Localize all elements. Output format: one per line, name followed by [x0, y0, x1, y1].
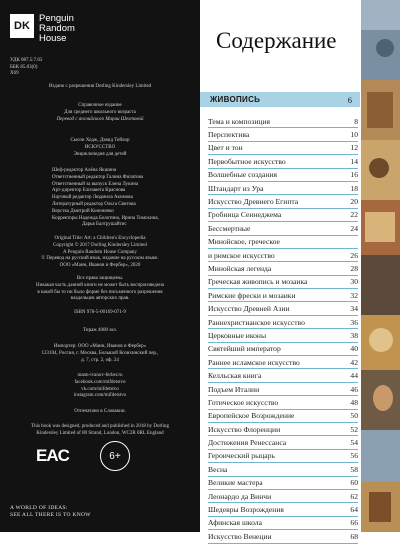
toc-entry-title: и римское искусство — [208, 250, 275, 260]
copyright-info: Original Title: Art: a Children's Encyclopedia Copyright © 2017 Dorling Kindersley Limited A Penguin Random House Company © Перевод на русский язык, издание на русском языке. ООО «Манн, Иванов и Фербер», 2020 — [41, 236, 159, 269]
toc-entry-page: 14 — [350, 156, 358, 166]
toc-entry[interactable] — [208, 517, 358, 530]
toc-entry[interactable] — [208, 262, 358, 275]
section-header[interactable] — [200, 92, 360, 107]
toc-entry-title: Искусство Венеции — [208, 531, 272, 541]
toc-entry-page: 64 — [350, 505, 358, 515]
toc-entry-page: 44 — [350, 371, 358, 381]
page-title: Содержание — [216, 28, 337, 53]
toc-entry-page: 48 — [350, 397, 358, 407]
toc-entry-title: Келльская книга — [208, 371, 262, 381]
toc-entry[interactable] — [208, 530, 358, 543]
toc-entry-title: Шедевры Возрождения — [208, 505, 284, 515]
toc-entry-title: Перспектива — [208, 130, 250, 140]
toc-entry[interactable] — [208, 128, 358, 141]
toc-entry-title: Минойское, греческое — [208, 237, 280, 247]
toc-entry[interactable] — [208, 356, 358, 369]
toc-entry-title: Волшебные создания — [208, 170, 277, 180]
toc-entry[interactable] — [208, 195, 358, 208]
toc-entry[interactable] — [208, 329, 358, 342]
toc-entry-page: 40 — [350, 344, 358, 354]
design-note: This book was designed, produced and published in 2018 by Dorling Kindersley Limited of 80 Strand, London, WC2R 0RL England — [31, 424, 169, 436]
toc-entry[interactable] — [208, 289, 358, 302]
toc-entry[interactable] — [208, 302, 358, 315]
toc-entry-page: 66 — [350, 518, 358, 528]
toc-entry[interactable] — [208, 369, 358, 382]
toc-entry-title: Готическое искусство — [208, 397, 279, 407]
toc-entry-title: Искусство Древней Азии — [208, 304, 290, 314]
toc-entry-page: 50 — [350, 411, 358, 421]
toc-entry[interactable] — [208, 490, 358, 503]
toc-entry-title: Раннее исламское искусство — [208, 357, 300, 367]
toc-entry-title: Штандарт из Ура — [208, 183, 264, 193]
web-link[interactable]: vk.com/mifdetstvo — [81, 386, 119, 392]
toc-entry-title: Леонардо да Винчи — [208, 491, 272, 501]
toc-entry-page: 34 — [350, 304, 358, 314]
web-link[interactable]: instagram.com/mifdetstvo — [73, 393, 127, 399]
toc-entry-page: 60 — [350, 478, 358, 488]
series-info: Справочное издание Для среднего школьного возраста Перевод с английского Марии Шехтовой — [56, 103, 144, 122]
toc-entry[interactable] — [208, 155, 358, 168]
eac-mark-icon: EAC — [36, 446, 69, 465]
toc-entry-page: 58 — [350, 464, 358, 474]
toc-entry-page: 22 — [350, 210, 358, 220]
toc-entry-title: Раннехристианское искусство — [208, 317, 305, 327]
toc-entry[interactable] — [208, 396, 358, 409]
toc-list — [208, 115, 358, 544]
section-name: ЖИВОПИСЬ — [210, 95, 261, 104]
toc-entry-page: 10 — [350, 130, 358, 140]
toc-entry-title: Героический рыцарь — [208, 451, 275, 461]
toc-entry-title: Достижения Ренессанса — [208, 438, 287, 448]
toc-entry-page: 24 — [350, 223, 358, 233]
toc-entry-title: Гробница Сеннеджема — [208, 210, 282, 220]
toc-entry-page: 62 — [350, 491, 358, 501]
toc-entry-page: 56 — [350, 451, 358, 461]
toc-entry-title: Бессмертные — [208, 223, 251, 233]
toc-entry[interactable] — [208, 477, 358, 490]
web-link[interactable]: mann-ivanov-ferber.ru — [77, 373, 123, 378]
toc-entry-page: 38 — [350, 330, 358, 340]
toc-entry-page: 18 — [350, 183, 358, 193]
toc-entry-title: Искусство Древнего Египта — [208, 197, 299, 207]
toc-entry[interactable] — [208, 222, 358, 235]
toc-entry-title: Первобытное искусство — [208, 156, 286, 166]
toc-entry[interactable] — [208, 450, 358, 463]
toc-entry-title: Искусство Флоренции — [208, 424, 281, 434]
toc-entry-page: 12 — [350, 143, 358, 153]
toc-entry-title: Святейший император — [208, 344, 281, 354]
dk-logo-icon: DK — [10, 14, 34, 38]
toc-entry-page: 54 — [350, 438, 358, 448]
toc-entry-title: Афинская школа — [208, 518, 262, 528]
print-run: Тираж 4000 экз. — [82, 328, 117, 333]
credits-list: Шеф-редактор Алёна Якшина Ответственный редактор Галина Филатова Ответственный за выпуск Елена Лукина Арт-директор Елизавета Краснова Научный редактор Людмила Акимова Литературный редактор Ольга Свитова Верстка Дмитрий Кононенко Корректоры Надежда Болотина, Ирина Тимохина, Дарья Балтрушайтис — [52, 168, 159, 228]
printed-note: Отпечатано в Словакии. — [74, 409, 126, 414]
toc-entry[interactable] — [208, 343, 358, 356]
toc-entry[interactable] — [208, 236, 358, 249]
toc-entry-title: Подъем Италии — [208, 384, 260, 394]
udk-codes: УДК 087.5:7.03 ББК 85.03(0) Х69 — [10, 58, 43, 76]
slogan: A WORLD OF IDEAS: SEE ALL THERE IS TO KNOW — [10, 505, 91, 518]
edition-note: Издано с разрешения Dorling Kindersley Limited — [48, 84, 152, 89]
artwork-thumbnails-icon — [361, 0, 400, 532]
toc-entry-page: 28 — [350, 263, 358, 273]
rights-notice: Все права защищены. Никакая часть данной книги не может быть воспроизведена в какой бы то ни было форме без письменного разрешения владельцев авторских прав. — [36, 276, 164, 302]
toc-entry-page: 68 — [350, 531, 358, 541]
isbn: ISBN 978-5-00169-071-9 — [74, 310, 126, 315]
toc-entry[interactable] — [208, 410, 358, 423]
toc-entry-page: 20 — [350, 197, 358, 207]
toc-entry-page: 42 — [350, 357, 358, 367]
toc-entry[interactable] — [208, 142, 358, 155]
importer-address: Импортер: ООО «Манн, Иванов и Фербер» 123104, Россия, г. Москва, Большой Козихинский пер., д. 7, стр. 2, оф. 24 — [41, 344, 159, 363]
toc-entry[interactable] — [208, 276, 358, 289]
section-page: 6 — [347, 94, 352, 105]
toc-entry[interactable] — [208, 503, 358, 516]
toc-entry[interactable] — [208, 249, 358, 262]
toc-entry[interactable] — [208, 436, 358, 449]
toc-entry-page: 32 — [350, 290, 358, 300]
toc-entry-title: Весна — [208, 464, 228, 474]
toc-entry[interactable] — [208, 115, 358, 128]
toc-entry-title: Церковные иконы — [208, 330, 267, 340]
toc-entry-title: Минойская легенда — [208, 263, 272, 273]
title-info: Сьюзи Ходж, Дэвид Тейлор ИСКУССТВО Энциклопедия для детей — [70, 138, 130, 157]
toc-entry-page: 46 — [350, 384, 358, 394]
artwork-strip — [361, 0, 400, 532]
publisher-logo — [10, 14, 75, 44]
toc-entry-title: Европейское Возрождение — [208, 411, 295, 421]
toc-entry[interactable] — [208, 316, 358, 329]
toc-entry[interactable] — [208, 169, 358, 182]
toc-entry-title: Греческая живопись и мозаика — [208, 277, 308, 287]
publisher-name: Penguin Random House — [39, 13, 75, 44]
toc-entry[interactable] — [208, 182, 358, 195]
toc-entry-page: 8 — [354, 116, 358, 126]
toc-entry[interactable] — [208, 423, 358, 436]
toc-entry-title: Великие мастера — [208, 478, 263, 488]
toc-entry-page: 26 — [350, 250, 358, 260]
toc-entry-page: 30 — [350, 277, 358, 287]
toc-entry-page: 36 — [350, 317, 358, 327]
toc-entry[interactable] — [208, 209, 358, 222]
imprint-page — [0, 0, 200, 532]
age-rating-badge: 6+ — [100, 441, 130, 471]
toc-entry-title: Тема и композиция — [208, 116, 271, 126]
toc-entry[interactable] — [208, 383, 358, 396]
toc-entry-title: Римские фрески и мозаики — [208, 290, 296, 300]
contents-page — [200, 0, 400, 541]
toc-entry-page: 52 — [350, 424, 358, 434]
web-link[interactable]: facebook.com/mifdetstvo — [74, 379, 126, 385]
toc-entry[interactable] — [208, 463, 358, 476]
toc-entry-title: Цвет и тон — [208, 143, 243, 153]
web-links — [6, 373, 194, 400]
toc-entry-page: 16 — [350, 170, 358, 180]
